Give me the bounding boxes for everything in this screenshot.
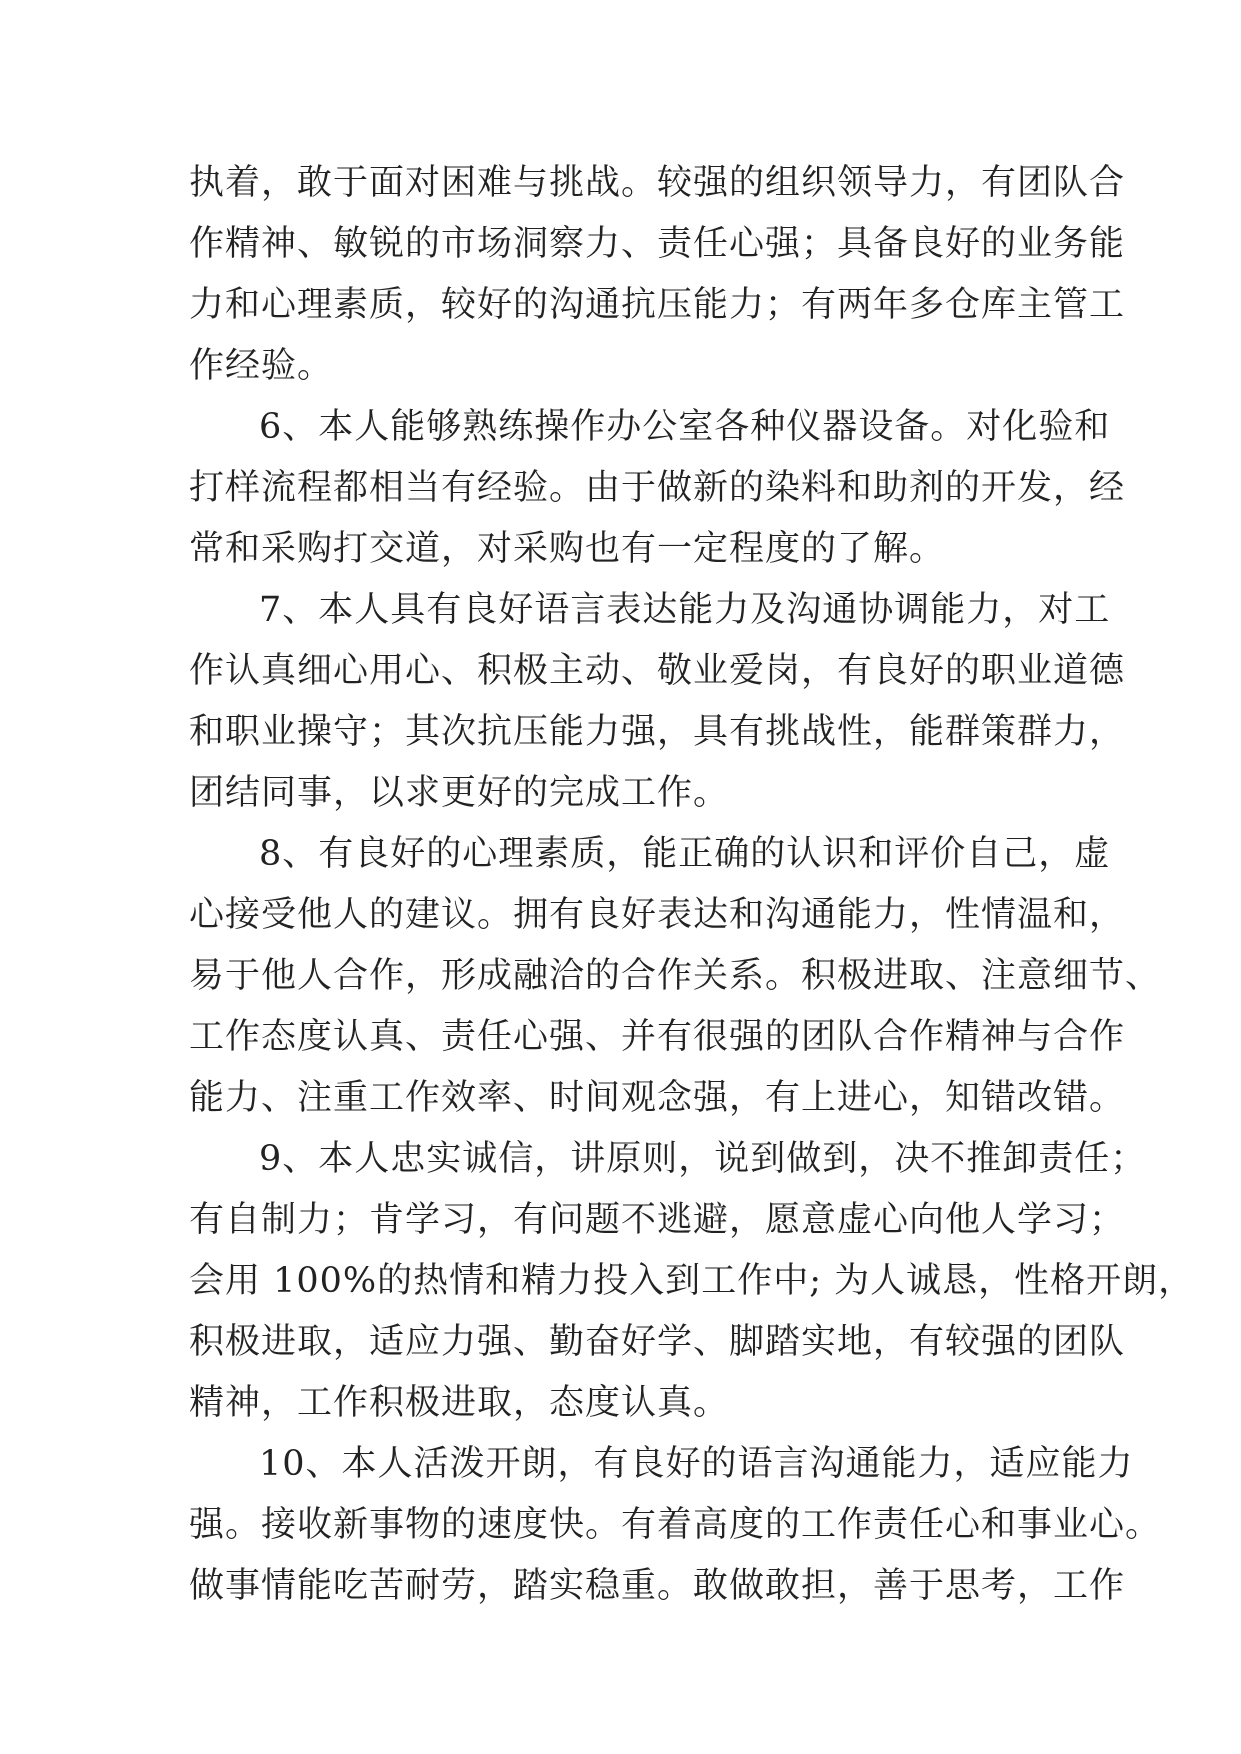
text-line: 常和采购打交道，对采购也有一定程度的了解。: [189, 529, 946, 569]
text-line: 打样流程都相当有经验。由于做新的染料和助剂的开发，经: [189, 468, 1126, 508]
paragraph-item-7: [189, 580, 1126, 824]
document-body: [189, 153, 1195, 1617]
text-line: 易于他人合作，形成融洽的合作关系。积极进取、注意细节、: [189, 956, 1162, 996]
text-line: 10、本人活泼开朗，有良好的语言沟通能力，适应能力: [259, 1444, 1134, 1484]
text-line: 做事情能吃苦耐劳，踏实稳重。敢做敢担，善于思考，工作: [189, 1566, 1126, 1606]
text-line: 精神，工作积极进取，态度认真。: [189, 1383, 730, 1423]
text-line: 心接受他人的建议。拥有良好表达和沟通能力，性情温和，: [189, 895, 1126, 935]
text-line: 9、本人忠实诚信，讲原则，说到做到，决不推卸责任；: [259, 1139, 1147, 1179]
text-line: 强。接收新事物的速度快。有着高度的工作责任心和事业心。: [189, 1505, 1162, 1545]
text-line: 作精神、敏锐的市场洞察力、责任心强；具备良好的业务能: [189, 224, 1126, 264]
paragraph-continuation: [189, 153, 1126, 397]
text-line: 力和心理素质，较好的沟通抗压能力；有两年多仓库主管工: [189, 285, 1126, 325]
text-line: 7、本人具有良好语言表达能力及沟通协调能力，对工: [259, 590, 1111, 630]
paragraph-item-6: [189, 397, 1126, 580]
text-line: 工作态度认真、责任心强、并有很强的团队合作精神与合作: [189, 1017, 1126, 1057]
text-line: 6、本人能够熟练操作办公室各种仪器设备。对化验和: [259, 407, 1111, 447]
text-line: 作经验。: [189, 346, 334, 386]
paragraph-item-9: [189, 1129, 1195, 1434]
text-line: 能力、注重工作效率、时间观念强，有上进心，知错改错。: [189, 1078, 1126, 1118]
paragraph-item-8: [189, 824, 1162, 1129]
text-line: 团结同事，以求更好的完成工作。: [189, 773, 730, 813]
text-line: 和职业操守；其次抗压能力强，具有挑战性，能群策群力，: [189, 712, 1126, 752]
text-line: 8、有良好的心理素质，能正确的认识和评价自己，虚: [259, 834, 1111, 874]
paragraph-item-10: [189, 1434, 1162, 1617]
text-line: 作认真细心用心、积极主动、敬业爱岗，有良好的职业道德: [189, 651, 1126, 691]
text-line: 会用 100%的热情和精力投入到工作中; 为人诚恳，性格开朗，: [189, 1261, 1195, 1301]
text-line: 执着，敢于面对困难与挑战。较强的组织领导力，有团队合: [189, 163, 1126, 203]
text-line: 积极进取，适应力强、勤奋好学、脚踏实地，有较强的团队: [189, 1322, 1126, 1362]
text-line: 有自制力；肯学习，有问题不逃避，愿意虚心向他人学习；: [189, 1200, 1126, 1240]
